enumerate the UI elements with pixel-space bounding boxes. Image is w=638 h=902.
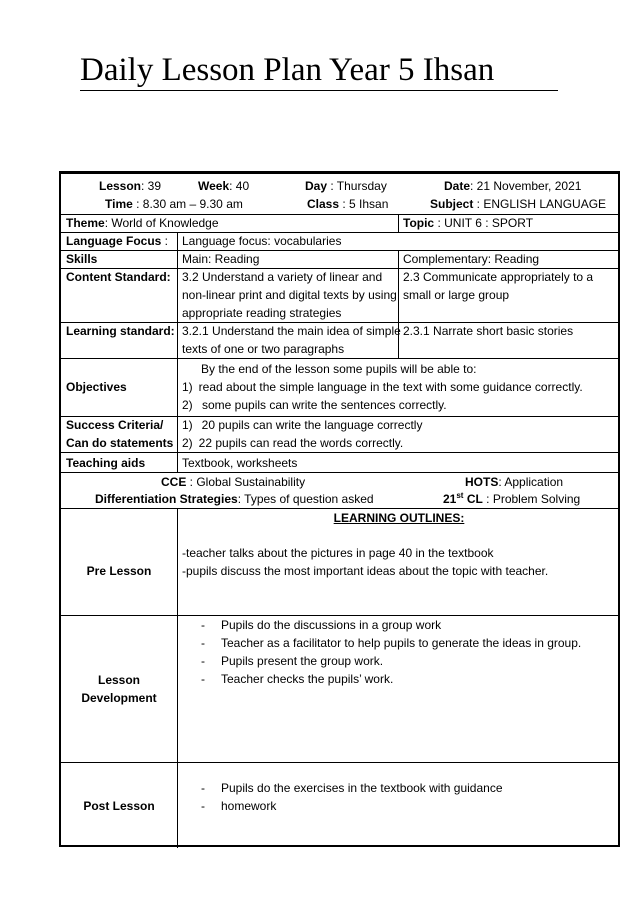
text-line: 3.2 Understand a variety of linear and: [182, 270, 383, 284]
lesson-development-item: - Pupils do the discussions in a group work: [201, 618, 442, 632]
topic: Topic : UNIT 6 : SPORT: [403, 216, 534, 230]
text-line: 3.2.1 Understand the main idea of simple: [182, 324, 401, 338]
text-line: -pupils discuss the most important ideas about the topic with teacher.: [182, 564, 549, 578]
row-divider: [61, 452, 618, 453]
post-lesson-label: Post Lesson: [83, 799, 155, 813]
lesson-day: Day : Thursday: [305, 179, 387, 193]
teaching-aids-value: Textbook, worksheets: [182, 456, 298, 470]
lesson-development-item: - Teacher as a facilitator to help pupils to generate the ideas in group.: [201, 636, 582, 650]
language-focus-label: Language Focus :: [66, 234, 169, 248]
objective-item: 2) some pupils can write the sentences correctly.: [182, 398, 447, 412]
objectives-intro: By the end of the lesson some pupils will be able to:: [201, 362, 477, 376]
text-line: Success Criteria/: [66, 418, 164, 432]
hots: HOTS: Application: [465, 475, 564, 489]
page-title: Daily Lesson Plan Year 5 Ihsan: [80, 50, 558, 91]
text-line: -teacher talks about the pictures in page 40 in the textbook: [182, 546, 494, 560]
post-lesson-item: - Pupils do the exercises in the textbook with guidance: [201, 781, 503, 795]
row-divider: [61, 762, 618, 763]
skills-complementary: Complementary: Reading: [403, 252, 540, 266]
success-criteria-label: [66, 416, 173, 452]
column-divider: [177, 232, 178, 472]
post-lesson-item: - homework: [201, 799, 277, 813]
cce: CCE : Global Sustainability: [161, 475, 306, 489]
lesson-date: Date: 21 November, 2021: [444, 179, 582, 193]
lesson-development-label: [61, 671, 177, 707]
success-item: 2) 22 pupils can read the words correctly.: [182, 436, 404, 450]
lesson-development-item: - Pupils present the group work.: [201, 654, 384, 668]
text-line: small or large group: [403, 288, 510, 302]
text-line: 2.3.1 Narrate short basic stories: [403, 324, 574, 338]
text-line: Development: [81, 691, 157, 705]
row-divider: [61, 358, 618, 359]
lesson-plan-table: [59, 171, 620, 847]
class-name: Class : 5 Ihsan: [307, 197, 389, 211]
content-standard-main: [182, 268, 397, 322]
skills-main: Main: Reading: [182, 252, 260, 266]
text-line: appropriate reading strategies: [182, 306, 342, 320]
success-item: 1) 20 pupils can write the language correctly: [182, 418, 423, 432]
pre-lesson-content: [182, 544, 548, 580]
century-learning: 21st CL : Problem Solving: [443, 491, 581, 506]
teaching-aids-label: Teaching aids: [66, 456, 146, 470]
learning-standard-main: [182, 322, 401, 358]
theme: Theme: World of Knowledge: [66, 216, 219, 230]
column-divider: [177, 508, 178, 848]
text-line: Lesson: [97, 673, 140, 687]
column-divider: [398, 214, 399, 232]
lesson-time: Time : 8.30 am – 9.30 am: [105, 197, 243, 211]
text-line: Can do statements: [66, 436, 174, 450]
learning-outlines-heading: LEARNING OUTLINES:: [333, 511, 465, 525]
objective-item: 1) read about the simple language in the text with some guidance correctly.: [182, 380, 583, 394]
skills-label: Skills: [66, 252, 98, 266]
subject-name: Subject : ENGLISH LANGUAGE: [430, 197, 607, 211]
learning-standard-complementary: [403, 322, 573, 340]
differentiation-strategies: Differentiation Strategies: Types of question asked: [95, 492, 374, 506]
week-number: Week: 40: [198, 179, 250, 193]
content-standard-label: Content Standard:: [66, 270, 171, 284]
language-focus-value: Language focus: vocabularies: [182, 234, 342, 248]
text-line: 2.3 Communicate appropriately to a: [403, 270, 594, 284]
text-line: non-linear print and digital texts by using: [182, 288, 397, 302]
text-line: texts of one or two paragraphs: [182, 342, 345, 356]
lesson-development-item: - Teacher checks the pupils’ work.: [201, 672, 394, 686]
content-standard-complementary: [403, 268, 593, 304]
objectives-label: Objectives: [66, 380, 127, 394]
learning-standard-label: Learning standard:: [66, 324, 175, 338]
pre-lesson-label: Pre Lesson: [86, 564, 152, 578]
lesson-number: Lesson: 39: [99, 179, 162, 193]
